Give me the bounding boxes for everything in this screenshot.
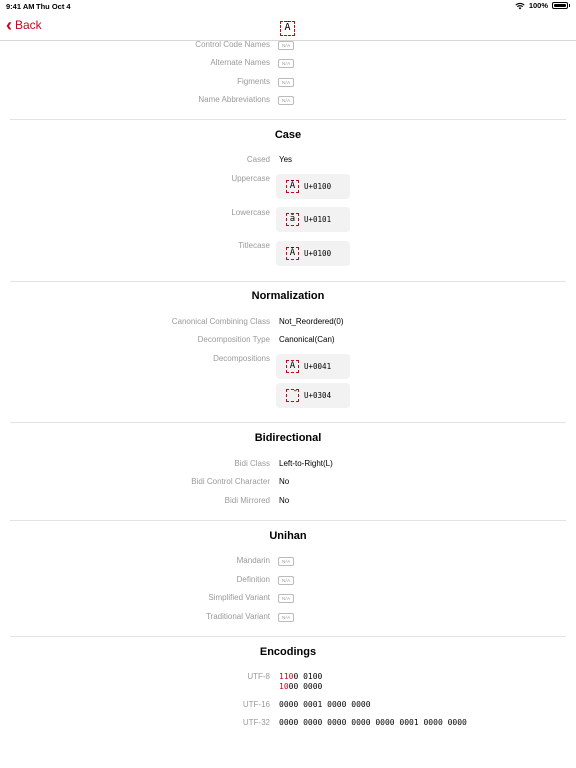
code-point: U+0100 xyxy=(304,182,332,191)
row-control-code-names xyxy=(0,40,576,56)
back-label: Back xyxy=(15,18,42,32)
na-badge: N/A xyxy=(278,59,294,68)
back-button[interactable] xyxy=(6,15,42,35)
row-label: Alternate Names xyxy=(210,58,270,67)
row-label: Decompositions xyxy=(213,354,270,363)
section-title-encodings: Encodings xyxy=(259,646,317,658)
character-glyph: Ā xyxy=(286,247,299,260)
decomposition-chip[interactable] xyxy=(276,354,350,379)
utf8-byte-1 xyxy=(279,672,322,682)
section-divider xyxy=(10,422,566,423)
row-bidi-mirrored xyxy=(0,496,576,512)
row-figments xyxy=(0,77,576,93)
row-canonical-combining-class xyxy=(0,317,576,333)
row-label: Bidi Class xyxy=(234,459,270,468)
code-point: U+0101 xyxy=(304,215,332,224)
row-definition xyxy=(0,575,576,591)
row-alternate-names xyxy=(0,58,576,74)
row-value: No xyxy=(279,496,290,505)
row-value: Not_Reordered(0) xyxy=(279,317,344,326)
navigation-bar xyxy=(0,12,576,41)
wifi-icon xyxy=(515,2,525,10)
code-point: U+0304 xyxy=(304,391,332,400)
lowercase-chip[interactable] xyxy=(276,207,350,232)
titlecase-chip[interactable] xyxy=(276,241,350,266)
nav-title-glyph xyxy=(280,17,295,36)
row-label: Canonical Combining Class xyxy=(171,317,270,326)
section-title-unihan: Unihan xyxy=(269,530,307,542)
battery-icon xyxy=(552,2,568,9)
status-date: Thu Oct 4 xyxy=(36,2,71,11)
section-title-normalization: Normalization xyxy=(251,290,325,302)
row-label: Definition xyxy=(236,575,270,584)
na-badge: N/A xyxy=(278,78,294,87)
utf8-value xyxy=(279,672,322,691)
row-label: Control Code Names xyxy=(195,40,270,49)
row-bidi-control xyxy=(0,477,576,493)
na-badge: N/A xyxy=(278,594,294,603)
row-label: Traditional Variant xyxy=(205,612,270,621)
row-label: Titlecase xyxy=(238,241,270,250)
na-badge: N/A xyxy=(278,557,294,566)
row-value: Left-to-Right(L) xyxy=(279,459,333,468)
row-label: Simplified Variant xyxy=(208,593,270,602)
row-label: Decomposition Type xyxy=(197,335,270,344)
row-label: Mandarin xyxy=(236,556,270,565)
row-value: Yes xyxy=(279,155,293,164)
section-title-case: Case xyxy=(274,129,302,141)
utf8-prefix: 110 xyxy=(279,672,294,681)
na-badge: N/A xyxy=(278,576,294,585)
row-simplified-variant xyxy=(0,593,576,609)
row-label: Figments xyxy=(237,77,270,86)
row-name-abbreviations xyxy=(0,95,576,111)
status-time: 9:41 AM xyxy=(6,2,35,11)
chevron-left-icon: ‹ xyxy=(6,15,12,35)
row-label: UTF-8 xyxy=(247,672,270,681)
battery-tip xyxy=(569,4,570,7)
utf32-value: 0000 0000 0000 0000 0000 0001 0000 0000 xyxy=(279,718,467,727)
row-label: Uppercase xyxy=(231,174,270,183)
character-glyph: Ā xyxy=(280,21,295,36)
row-utf32 xyxy=(0,718,576,734)
row-label: UTF-32 xyxy=(242,718,270,727)
row-label: UTF-16 xyxy=(242,700,270,709)
row-label: Lowercase xyxy=(231,208,270,217)
section-divider xyxy=(10,636,566,637)
battery-percent: 100% xyxy=(528,1,548,10)
character-glyph xyxy=(286,389,299,402)
row-mandarin xyxy=(0,556,576,572)
character-glyph: ā xyxy=(286,213,299,226)
uppercase-chip[interactable] xyxy=(276,174,350,199)
utf16-value: 0000 0001 0000 0000 xyxy=(279,700,371,709)
section-title-bidirectional: Bidirectional xyxy=(254,432,322,444)
character-glyph: A xyxy=(286,360,299,373)
row-utf8 xyxy=(0,672,576,694)
status-bar xyxy=(0,0,576,12)
row-label: Bidi Control Character xyxy=(191,477,270,486)
row-bidi-class xyxy=(0,459,576,475)
decomposition-chip[interactable] xyxy=(276,383,350,408)
code-point: U+0100 xyxy=(304,249,332,258)
utf8-bits: 0 0100 xyxy=(293,672,323,681)
row-value: No xyxy=(279,477,290,486)
code-point: U+0041 xyxy=(304,362,332,371)
row-label: Name Abbreviations xyxy=(198,95,270,104)
section-divider xyxy=(10,119,566,120)
row-label: Bidi Mirrored xyxy=(224,496,270,505)
row-decomposition-type xyxy=(0,335,576,351)
character-glyph: Ā xyxy=(286,180,299,193)
row-utf16 xyxy=(0,700,576,716)
na-badge: N/A xyxy=(278,613,294,622)
na-badge: N/A xyxy=(278,41,294,50)
utf8-prefix: 10 xyxy=(279,681,289,691)
status-indicators xyxy=(515,1,570,10)
na-badge: N/A xyxy=(278,96,294,105)
utf8-byte-2 xyxy=(279,682,322,692)
row-value: Canonical(Can) xyxy=(279,335,335,344)
row-label: Cased xyxy=(246,155,270,164)
utf8-bits: 00 0000 xyxy=(288,681,323,691)
row-cased xyxy=(0,155,576,171)
row-traditional-variant xyxy=(0,612,576,628)
section-divider xyxy=(10,520,566,521)
section-divider xyxy=(10,281,566,282)
